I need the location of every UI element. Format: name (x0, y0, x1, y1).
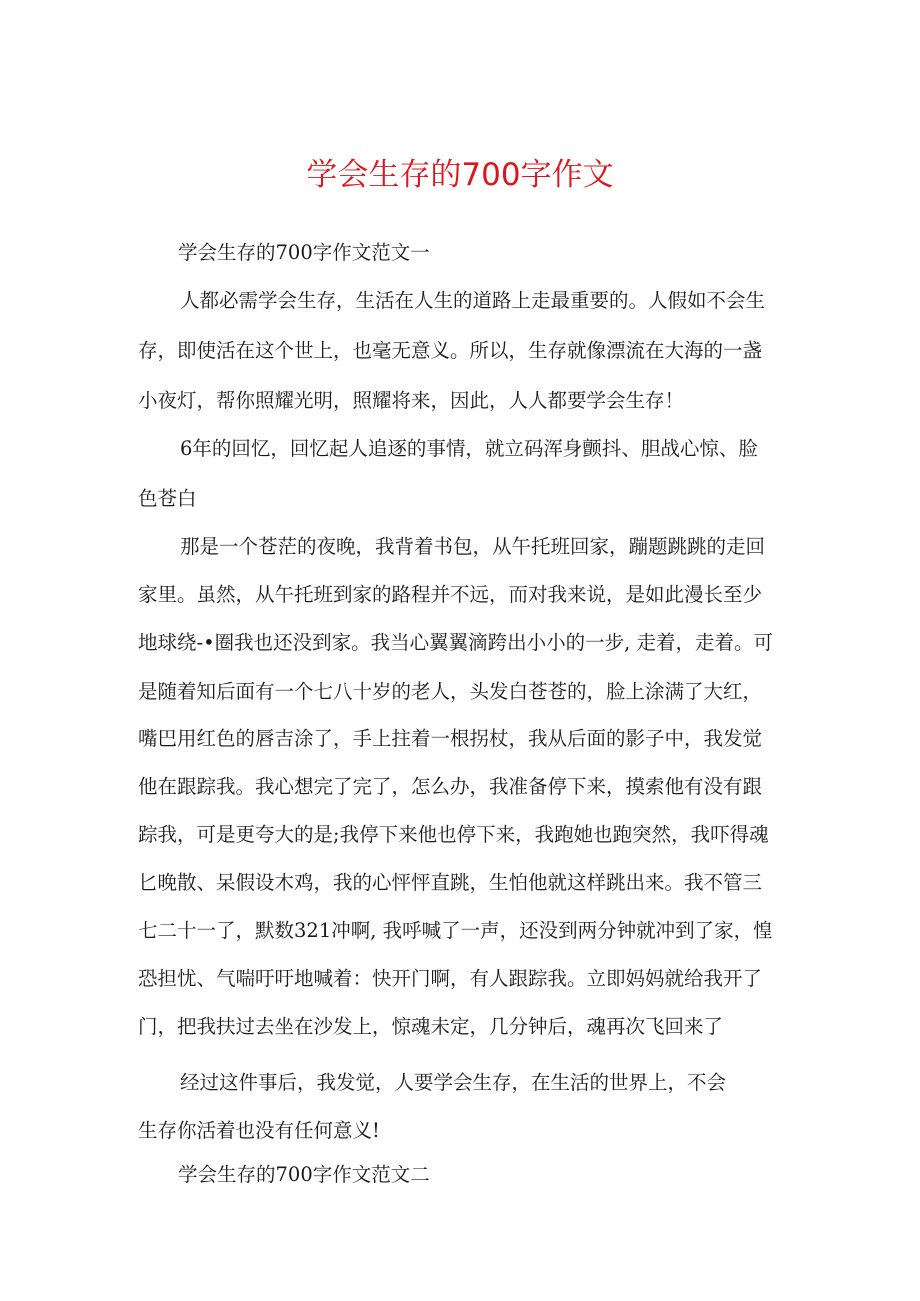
paragraph-3-line: 踪我，可是更夸大的是;我停下来他也停下来，我跑她也跑突然，我吓得魂 (138, 823, 769, 846)
paragraph-3-line: 家里。虽然，从午托班到家的路程并不远，而对我来说，是如此漫长至少 (138, 583, 763, 606)
paragraph-1-line: 人都必需学会生存，生活在人生的道路上走最重要的。人假如不会生 (180, 289, 766, 312)
paragraph-3-line: 门，把我扶过去坐在沙发上，惊魂未定，几分钟后，魂再次飞回来了 (138, 1015, 724, 1038)
paragraph-3-line: 是随着知后面有一个七八十岁的老人，头发白苍苍的，脸上涂满了大红， (138, 680, 763, 703)
paragraph-3-line: 匕晚散、呆假设木鸡，我的心怦怦直跳，生怕他就这样跳出来。我不管三 (138, 871, 763, 894)
paragraph-3-line: 恐担忧、气喘吁吁地喊着：快开门啊，有人跟踪我。立即妈妈就给我开了 (138, 967, 763, 990)
paragraph-3-line: 嘴巴用红色的唇吉涂了，手上拄着一根拐杖，我从后面的影子中，我发觉 (138, 727, 763, 750)
section-heading-1: 学会生存的700字作文范文一 (178, 241, 430, 264)
paragraph-3-line: 他在跟踪我。我心想完了完了，怎么办，我准备停下来，摸索他有没有跟 (138, 775, 763, 798)
paragraph-3-line: 地球绕-•圈我也还没到家。我当心翼翼滴跨出小小的一步, 走着，走着。可 (138, 631, 773, 654)
paragraph-2-line: 色苍白 (138, 487, 197, 510)
section-heading-2: 学会生存的700字作文范文二 (178, 1163, 430, 1186)
paragraph-3-line: 七二十一了，默数321冲啊, 我呼喊了一声，还没到两分钟就冲到了家，惶 (138, 919, 773, 942)
page-title: 学会生存的700字作文 (306, 157, 614, 193)
paragraph-1-line: 存，即使活在这个世上，也毫无意义。所以，生存就像漂流在大海的一盏 (138, 339, 763, 362)
paragraph-4-line: 生存你活着也没有任何意义! (138, 1119, 380, 1142)
paragraph-1-line: 小夜灯，帮你照耀光明，照耀将来，因此，人人都要学会生存！ (138, 389, 685, 412)
paragraph-2-line: 6年的回忆，回忆起人追逐的事情，就立码浑身颤抖、胆战心惊、脸 (180, 437, 758, 460)
paragraph-4-line: 经过这件事后，我发觉，人要学会生存，在生活的世界上，不会 (180, 1071, 727, 1094)
paragraph-3-line: 那是一个苍茫的夜晚，我背着书包，从午托班回家，蹦题跳跳的走回 (180, 535, 766, 558)
